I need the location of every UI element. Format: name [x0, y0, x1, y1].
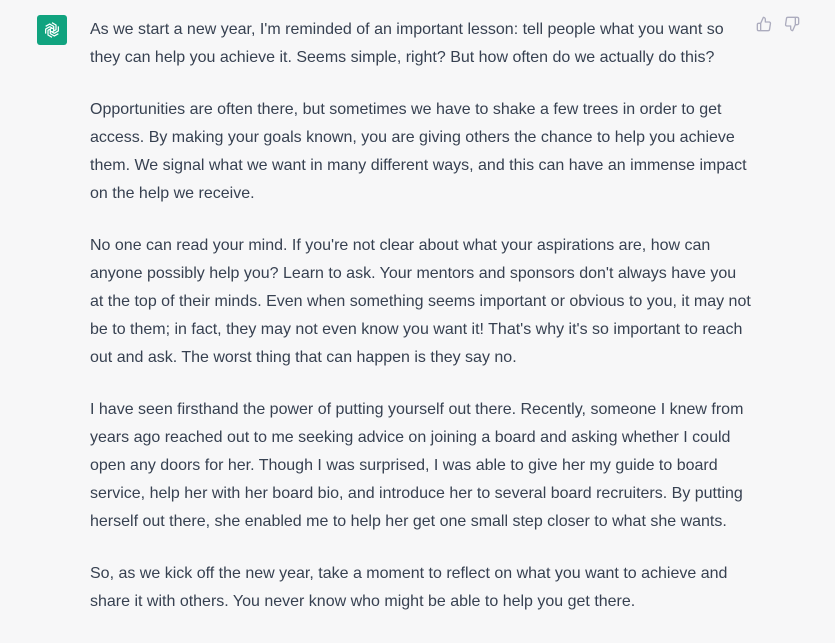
assistant-avatar [37, 15, 67, 45]
message-content [90, 16, 752, 640]
openai-logo-icon [42, 20, 62, 40]
message-paragraph: No one can read your mind. If you're not clear about what your aspirations are, how can anyone possibly help you? Learn to ask. Your mentors and sponsors don't always have you at the top of their minds. Even when something seems important or obvious to you, it may not be to them; in fact, they may not even know you want it! That's why it's so important to reach out and ask. The worst thing that can happen is they say no. [90, 237, 751, 366]
message-paragraph: Opportunities are often there, but sometimes we have to shake a few trees in order to get access. By making your goals known, you are giving others the chance to help you achieve them. We signal what we want in many different ways, and this can have an immense impact on the help we receive. [90, 101, 747, 202]
feedback-buttons [755, 16, 801, 34]
message-paragraph: I have seen firsthand the power of putting yourself out there. Recently, someone I knew from years ago reached out to me seeking advice on joining a board and asking whether I could open any doors for her. Though I was surprised, I was able to give her my guide to board service, help her with her board bio, and introduce her to several board recruiters. By putting herself out there, she enabled me to help her get one small step closer to what she wants. [90, 401, 744, 530]
message-paragraph: As we start a new year, I'm reminded of an important lesson: tell people what you want so they can help you achieve it. Seems simple, right? But how often do we actually do this? [90, 21, 724, 66]
thumbs-down-icon [784, 16, 800, 35]
message-paragraph: So, as we kick off the new year, take a moment to reflect on what you want to achieve and share it with others. You never know who might be able to help you get there. [90, 565, 728, 610]
thumbs-down-button[interactable] [783, 16, 801, 34]
thumbs-up-button[interactable] [755, 16, 773, 34]
thumbs-up-icon [756, 16, 772, 35]
